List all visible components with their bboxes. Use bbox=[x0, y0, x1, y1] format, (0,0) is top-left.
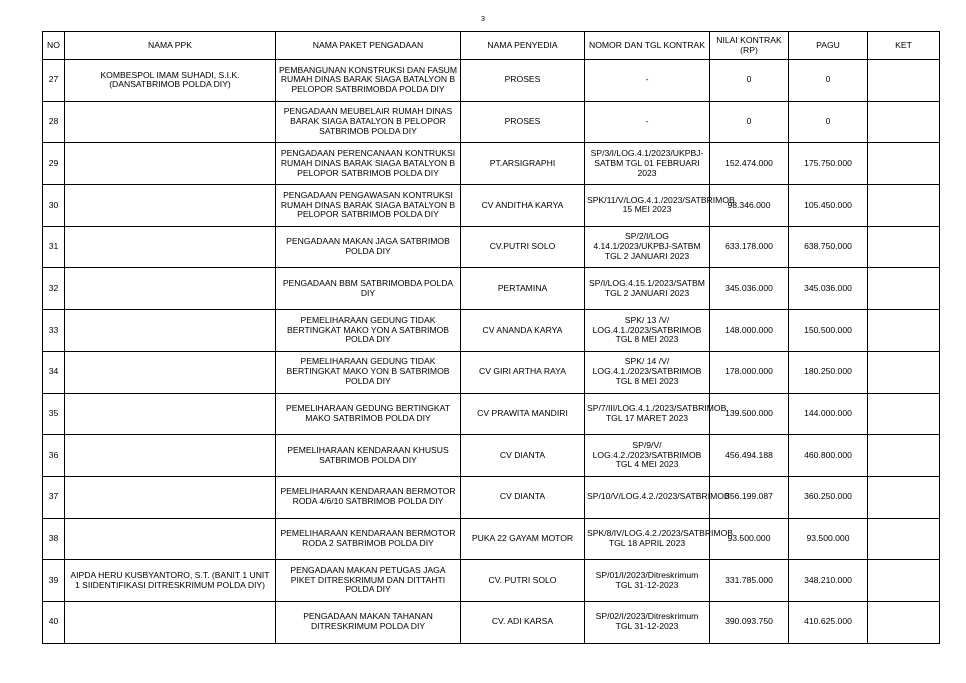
cell-nama-penyedia: PT.ARSIGRAPHI bbox=[461, 143, 585, 185]
header-row bbox=[43, 32, 940, 60]
cell-nama-ppk bbox=[65, 185, 276, 227]
cell-nama-ppk bbox=[65, 393, 276, 435]
cell-no: 33 bbox=[43, 310, 65, 352]
table-row bbox=[43, 393, 940, 435]
cell-pagu: 93.500.000 bbox=[789, 518, 868, 560]
cell-pagu: 410.625.000 bbox=[789, 601, 868, 643]
cell-nomor-tgl-kontrak: SP/10/V/LOG.4.2./2023/SATBRIMOB bbox=[585, 476, 710, 518]
page-number: 3 bbox=[481, 16, 485, 23]
cell-nomor-tgl-kontrak: SPK/ 14 /V/ LOG.4.1./2023/SATBRIMOB TGL 8 MEI 2023 bbox=[585, 351, 710, 393]
cell-pagu: 345.036.000 bbox=[789, 268, 868, 310]
cell-nomor-tgl-kontrak: SP/2/I/LOG 4.14.1/2023/UKPBJ-SATBM TGL 2 JANUARI 2023 bbox=[585, 226, 710, 268]
cell-nomor-tgl-kontrak: - bbox=[585, 101, 710, 143]
cell-nama-paket: PENGADAAN PERENCANAAN KONTRUKSI RUMAH DINAS BARAK SIAGA BATALYON B PELOPOR SATBRIMOB POLDA DIY bbox=[276, 143, 461, 185]
table-row bbox=[43, 185, 940, 227]
table-row bbox=[43, 226, 940, 268]
cell-nomor-tgl-kontrak: SPK/11/V/LOG.4.1./2023/SATBRIMOB 15 MEI 2023 bbox=[585, 185, 710, 227]
header-nilai-kontrak: NILAI KONTRAK (RP) bbox=[710, 32, 789, 60]
table-body bbox=[43, 60, 940, 644]
cell-ket bbox=[868, 560, 940, 602]
cell-nama-ppk bbox=[65, 226, 276, 268]
cell-nilai-kontrak: 139.500.000 bbox=[710, 393, 789, 435]
cell-ket bbox=[868, 60, 940, 102]
cell-nama-penyedia: PROSES bbox=[461, 101, 585, 143]
cell-nama-penyedia: CV. ADI KARSA bbox=[461, 601, 585, 643]
cell-nama-paket: PEMELIHARAAN KENDARAAN BERMOTOR RODA 4/6/10 SATBRIMOB POLDA DIY bbox=[276, 476, 461, 518]
table-row bbox=[43, 351, 940, 393]
cell-nama-paket: PENGADAAN BBM SATBRIMOBDA POLDA DIY bbox=[276, 268, 461, 310]
cell-ket bbox=[868, 310, 940, 352]
cell-nama-penyedia: CV ANANDA KARYA bbox=[461, 310, 585, 352]
cell-pagu: 150.500.000 bbox=[789, 310, 868, 352]
cell-nilai-kontrak: 390.093.750 bbox=[710, 601, 789, 643]
cell-ket bbox=[868, 143, 940, 185]
cell-nama-penyedia: CV DIANTA bbox=[461, 435, 585, 477]
cell-pagu: 105.450.000 bbox=[789, 185, 868, 227]
table-row bbox=[43, 560, 940, 602]
cell-nilai-kontrak: 98.346.000 bbox=[710, 185, 789, 227]
cell-ket bbox=[868, 226, 940, 268]
cell-no: 29 bbox=[43, 143, 65, 185]
cell-nilai-kontrak: 148.000.000 bbox=[710, 310, 789, 352]
table-row bbox=[43, 310, 940, 352]
table-row bbox=[43, 60, 940, 102]
header-nama-ppk: NAMA PPK bbox=[65, 32, 276, 60]
cell-pagu: 175.750.000 bbox=[789, 143, 868, 185]
cell-nama-paket: PENGADAAN MEUBELAIR RUMAH DINAS BARAK SIAGA BATALYON B PELOPOR SATBRIMOB POLDA DIY bbox=[276, 101, 461, 143]
cell-no: 34 bbox=[43, 351, 65, 393]
cell-nama-paket: PEMELIHARAAN KENDARAAN BERMOTOR RODA 2 SATBRIMOB POLDA DIY bbox=[276, 518, 461, 560]
header-pagu: PAGU bbox=[789, 32, 868, 60]
cell-nilai-kontrak: 456.494.188 bbox=[710, 435, 789, 477]
cell-nama-paket: PEMELIHARAAN KENDARAAN KHUSUS SATBRIMOB POLDA DIY bbox=[276, 435, 461, 477]
table-row bbox=[43, 476, 940, 518]
cell-nama-paket: PENGADAAN MAKAN TAHANAN DITRESKRIMUM POLDA DIY bbox=[276, 601, 461, 643]
cell-nilai-kontrak: 0 bbox=[710, 60, 789, 102]
cell-nama-penyedia: CV DIANTA bbox=[461, 476, 585, 518]
cell-nama-paket: PEMBANGUNAN KONSTRUKSI DAN FASUM RUMAH DINAS BARAK SIAGA BATALYON B PELOPOR SATBRIMOBDA POLDA DIY bbox=[276, 60, 461, 102]
cell-nama-paket: PEMELIHARAAN GEDUNG TIDAK BERTINGKAT MAKO YON B SATBRIMOB POLDA DIY bbox=[276, 351, 461, 393]
cell-nomor-tgl-kontrak: SP/3/I/LOG.4.1/2023/UKPBJ-SATBM TGL 01 FEBRUARI 2023 bbox=[585, 143, 710, 185]
cell-nama-penyedia: CV ANDITHA KARYA bbox=[461, 185, 585, 227]
table-row bbox=[43, 268, 940, 310]
cell-nama-ppk bbox=[65, 351, 276, 393]
cell-ket bbox=[868, 518, 940, 560]
cell-pagu: 144.000.000 bbox=[789, 393, 868, 435]
cell-nama-ppk: KOMBESPOL IMAM SUHADI, S.I.K. (DANSATBRIMOB POLDA DIY) bbox=[65, 60, 276, 102]
header-no: NO bbox=[43, 32, 65, 60]
header-nomor-tgl-kontrak: NOMOR DAN TGL KONTRAK bbox=[585, 32, 710, 60]
cell-nama-ppk bbox=[65, 310, 276, 352]
cell-nomor-tgl-kontrak: SPK/8/IV/LOG.4.2./2023/SATBRIMOB TGL 18 APRIL 2023 bbox=[585, 518, 710, 560]
cell-ket bbox=[868, 101, 940, 143]
cell-no: 37 bbox=[43, 476, 65, 518]
cell-nama-penyedia: CV.PUTRI SOLO bbox=[461, 226, 585, 268]
cell-nomor-tgl-kontrak: SP/02/I/2023/Ditreskrimum TGL 31-12-2023 bbox=[585, 601, 710, 643]
cell-pagu: 460.800.000 bbox=[789, 435, 868, 477]
cell-nama-penyedia: PUKA 22 GAYAM MOTOR bbox=[461, 518, 585, 560]
cell-no: 38 bbox=[43, 518, 65, 560]
cell-nama-ppk bbox=[65, 601, 276, 643]
cell-nilai-kontrak: 633.178.000 bbox=[710, 226, 789, 268]
cell-nomor-tgl-kontrak: SP/7/III/LOG.4.1./2023/SATBRIMOB TGL 17 MARET 2023 bbox=[585, 393, 710, 435]
cell-nama-penyedia: PROSES bbox=[461, 60, 585, 102]
cell-nama-ppk bbox=[65, 268, 276, 310]
table-row bbox=[43, 101, 940, 143]
cell-ket bbox=[868, 268, 940, 310]
cell-nama-ppk bbox=[65, 518, 276, 560]
cell-nama-paket: PENGADAAN MAKAN JAGA SATBRIMOB POLDA DIY bbox=[276, 226, 461, 268]
cell-pagu: 638.750.000 bbox=[789, 226, 868, 268]
cell-nomor-tgl-kontrak: SPK/ 13 /V/ LOG.4.1./2023/SATBRIMOB TGL 8 MEI 2023 bbox=[585, 310, 710, 352]
cell-no: 32 bbox=[43, 268, 65, 310]
cell-nomor-tgl-kontrak: SP/01/I/2023/Ditreskrimum TGL 31-12-2023 bbox=[585, 560, 710, 602]
cell-pagu: 0 bbox=[789, 101, 868, 143]
header-ket: KET bbox=[868, 32, 940, 60]
table-row bbox=[43, 518, 940, 560]
cell-ket bbox=[868, 393, 940, 435]
cell-nama-penyedia: CV PRAWITA MANDIRI bbox=[461, 393, 585, 435]
cell-nilai-kontrak: 0 bbox=[710, 101, 789, 143]
cell-nomor-tgl-kontrak: SP/9/V/ LOG.4.2./2023/SATBRIMOB TGL 4 MEI 2023 bbox=[585, 435, 710, 477]
cell-nomor-tgl-kontrak: SP/I/LOG.4.15.1/2023/SATBM TGL 2 JANUARI 2023 bbox=[585, 268, 710, 310]
cell-no: 27 bbox=[43, 60, 65, 102]
cell-no: 31 bbox=[43, 226, 65, 268]
procurement-table bbox=[42, 31, 940, 644]
header-nama-paket: NAMA PAKET PENGADAAN bbox=[276, 32, 461, 60]
cell-ket bbox=[868, 476, 940, 518]
cell-pagu: 0 bbox=[789, 60, 868, 102]
cell-nama-ppk: AIPDA HERU KUSBYANTORO, S.T. (BANIT 1 UNIT 1 SIIDENTIFIKASI DITRESKRIMUM POLDA DIY) bbox=[65, 560, 276, 602]
cell-nomor-tgl-kontrak: - bbox=[585, 60, 710, 102]
cell-nilai-kontrak: 152.474.000 bbox=[710, 143, 789, 185]
cell-nilai-kontrak: 178.000.000 bbox=[710, 351, 789, 393]
cell-nama-paket: PENGADAAN MAKAN PETUGAS JAGA PIKET DITRESKRIMUM DAN DITTAHTI POLDA DIY bbox=[276, 560, 461, 602]
cell-ket bbox=[868, 351, 940, 393]
cell-no: 35 bbox=[43, 393, 65, 435]
table-row bbox=[43, 143, 940, 185]
cell-pagu: 180.250.000 bbox=[789, 351, 868, 393]
cell-nama-ppk bbox=[65, 435, 276, 477]
cell-ket bbox=[868, 601, 940, 643]
header-nama-penyedia: NAMA PENYEDIA bbox=[461, 32, 585, 60]
cell-nama-penyedia: CV GIRI ARTHA RAYA bbox=[461, 351, 585, 393]
cell-nama-paket: PENGADAAN PENGAWASAN KONTRUKSI RUMAH DINAS BARAK SIAGA BATALYON B PELOPOR SATBRIMOB POLDA DIY bbox=[276, 185, 461, 227]
cell-nilai-kontrak: 331.785.000 bbox=[710, 560, 789, 602]
table-row bbox=[43, 435, 940, 477]
cell-nama-paket: PEMELIHARAAN GEDUNG BERTINGKAT MAKO SATBRIMOB POLDA DIY bbox=[276, 393, 461, 435]
cell-pagu: 360.250.000 bbox=[789, 476, 868, 518]
cell-nama-ppk bbox=[65, 143, 276, 185]
cell-nama-penyedia: PERTAMINA bbox=[461, 268, 585, 310]
cell-no: 28 bbox=[43, 101, 65, 143]
table-row bbox=[43, 601, 940, 643]
cell-nilai-kontrak: 345.036.000 bbox=[710, 268, 789, 310]
cell-nama-ppk bbox=[65, 476, 276, 518]
cell-nama-ppk bbox=[65, 101, 276, 143]
cell-no: 39 bbox=[43, 560, 65, 602]
cell-ket bbox=[868, 435, 940, 477]
cell-no: 36 bbox=[43, 435, 65, 477]
cell-nilai-kontrak: 93.500.000 bbox=[710, 518, 789, 560]
cell-nama-penyedia: CV. PUTRI SOLO bbox=[461, 560, 585, 602]
cell-nilai-kontrak: 356.199.087 bbox=[710, 476, 789, 518]
cell-no: 40 bbox=[43, 601, 65, 643]
cell-ket bbox=[868, 185, 940, 227]
cell-no: 30 bbox=[43, 185, 65, 227]
cell-nama-paket: PEMELIHARAAN GEDUNG TIDAK BERTINGKAT MAKO YON A SATBRIMOB POLDA DIY bbox=[276, 310, 461, 352]
cell-pagu: 348.210.000 bbox=[789, 560, 868, 602]
